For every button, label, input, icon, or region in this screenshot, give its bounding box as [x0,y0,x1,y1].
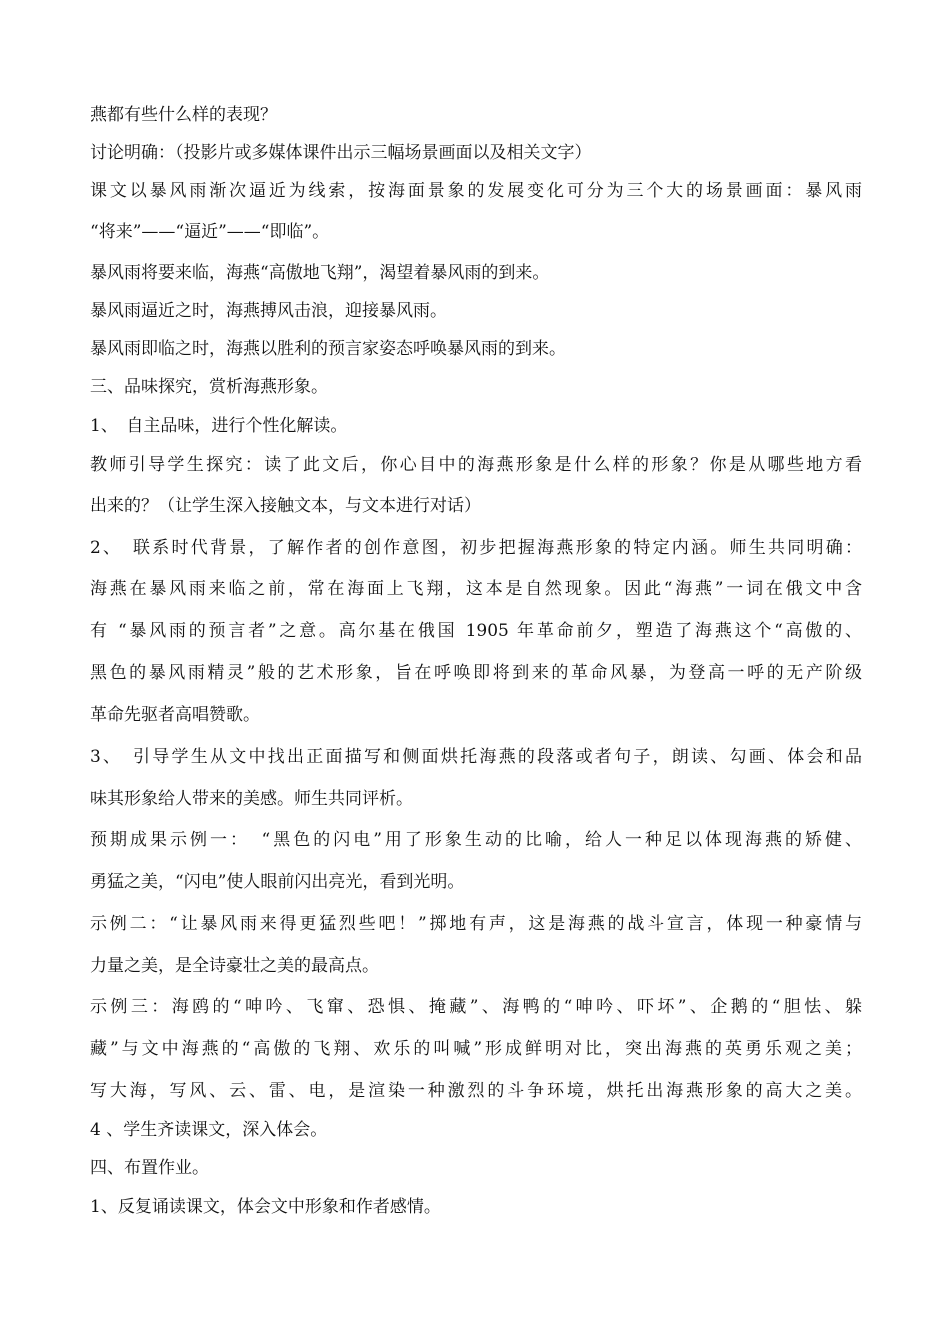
text-line: 暴风雨将要来临，海燕“高傲地飞翔”，渴望着暴风雨的到来。 [90,263,550,283]
text-line: 3、 引导学生从文中找出正面描写和侧面烘托海燕的段落或者句子，朗读、勾画、体会和品 [90,747,862,767]
text-line: 教师引导学生探究：读了此文后，你心目中的海燕形象是什么样的形象？你是从哪些地方看 [90,455,862,475]
text-line: 味其形象给人带来的美感。师生共同评析。 [90,789,413,809]
text-line: 1、 自主品味，进行个性化解读。 [90,416,348,436]
text-line: 课文以暴风雨渐次逼近为线索，按海面景象的发展变化可分为三个大的场景画面：暴风雨 [90,181,862,201]
text-line: 力量之美，是全诗豪壮之美的最高点。 [90,956,379,976]
text-line: 暴风雨即临之时，海燕以胜利的预言家姿态呼唤暴风雨的到来。 [90,339,566,359]
text-line: 燕都有些什么样的表现？ [90,105,277,125]
text-line: 暴风雨逼近之时，海燕搏风击浪，迎接暴风雨。 [90,301,447,321]
text-line: 1、反复诵读课文，体会文中形象和作者感情。 [90,1197,441,1217]
text-line: 藏”与文中海燕的“高傲的飞翔、欢乐的叫喊”形成鲜明对比，突出海燕的英勇乐观之美； [90,1039,862,1059]
text-line: 2、 联系时代背景，了解作者的创作意图，初步把握海燕形象的特定内涵。师生共同明确： [90,538,862,558]
text-line: 革命先驱者高唱赞歌。 [90,705,260,725]
text-line: 写大海，写风、云、雷、电，是渲染一种激烈的斗争环境，烘托出海燕形象的高大之美。 [90,1081,862,1101]
text-line: 出来的？（让学生深入接触文本，与文本进行对话） [90,496,481,516]
section-heading: 三、品味探究，赏析海燕形象。 [90,377,328,397]
text-line: 预期成果示例一： “黑色的闪电”用了形象生动的比喻，给人一种足以体现海燕的矫健、 [90,830,862,850]
text-line: “将来”——“逼近”——“即临”。 [90,222,330,242]
section-heading: 四、布置作业。 [90,1158,209,1178]
text-line: 海燕在暴风雨来临之前，常在海面上飞翔，这本是自然现象。因此“海燕”一词在俄文中含 [90,579,862,599]
text-line: 黑色的暴风雨精灵”般的艺术形象，旨在呼唤即将到来的革命风暴，为登高一呼的无产阶级 [90,663,862,683]
text-line: 勇猛之美，“闪电”使人眼前闪出亮光，看到光明。 [90,872,465,892]
text-line: 示例三：海鸥的“呻吟、飞窜、恐惧、掩藏”、海鸭的“呻吟、吓坏”、企鹅的“胆怯、躲 [90,997,862,1017]
text-line: 有 “暴风雨的预言者”之意。高尔基在俄国 1905 年革命前夕，塑造了海燕这个“高傲的、 [90,621,862,641]
text-line: 示例二：“让暴风雨来得更猛烈些吧！”掷地有声，这是海燕的战斗宣言，体现一种豪情与 [90,914,862,934]
text-line: 讨论明确：（投影片或多媒体课件出示三幅场景画面以及相关文字） [90,143,592,163]
text-line: 4 、学生齐读课文，深入体会。 [90,1120,328,1140]
